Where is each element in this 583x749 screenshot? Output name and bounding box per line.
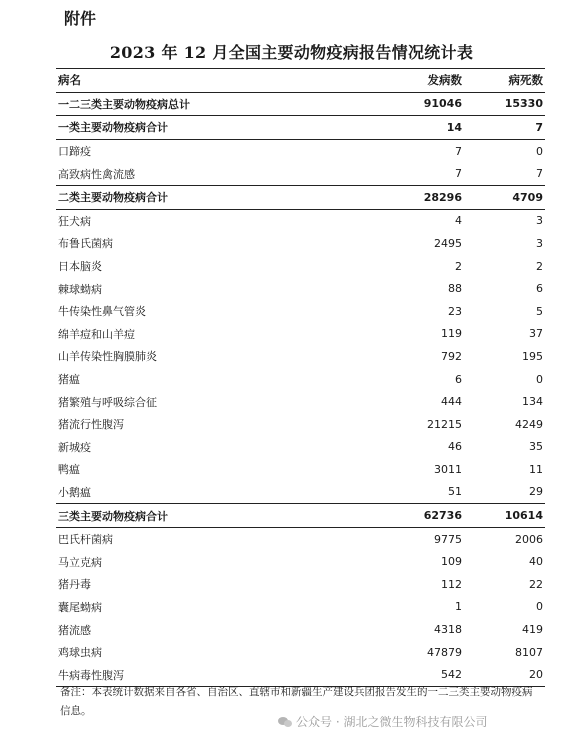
- cell-disease-name: 猪繁殖与呼吸综合征: [58, 395, 157, 409]
- cell-deaths: 2006: [515, 532, 543, 546]
- cell-disease-name: 猪瘟: [58, 373, 80, 387]
- cell-disease-name: 山羊传染性胸膜肺炎: [58, 350, 157, 364]
- attachment-label: 附件: [64, 9, 97, 28]
- cell-deaths: 40: [529, 555, 543, 569]
- table-row: [56, 436, 545, 459]
- cell-deaths: 195: [522, 349, 543, 363]
- table-body: [56, 92, 545, 686]
- cell-cases: 112: [441, 577, 462, 591]
- cell-disease-name: 三类主要动物疫病合计: [58, 509, 168, 523]
- cell-disease-name: 猪流感: [58, 623, 91, 637]
- cell-deaths: 37: [529, 327, 543, 341]
- cell-deaths: 35: [529, 440, 543, 454]
- cell-disease-name: 牛传染性鼻气管炎: [58, 305, 146, 319]
- footnote: 备注：本表统计数据来自各省、自治区、直辖市和新疆生产建设兵团报告发生的一二三类主要动物疫病信息。: [60, 686, 533, 717]
- cell-cases: 4318: [434, 623, 462, 637]
- cell-cases: 62736: [423, 509, 462, 523]
- cell-deaths: 6: [536, 282, 543, 296]
- table-row: [56, 458, 545, 481]
- table-row: [56, 641, 545, 664]
- cell-deaths: 134: [522, 395, 543, 409]
- watermark-text: 公众号 · 湖北之微生物科技有限公司: [296, 715, 488, 729]
- cell-disease-name: 牛病毒性腹泻: [58, 668, 124, 682]
- cell-deaths: 15330: [504, 97, 543, 111]
- cell-disease-name: 马立克病: [58, 555, 102, 569]
- cell-cases: 9775: [434, 532, 462, 546]
- cell-cases: 7: [455, 144, 462, 158]
- cell-cases: 2495: [434, 236, 462, 250]
- table-row: [56, 139, 545, 162]
- cell-deaths: 0: [536, 372, 543, 386]
- cell-deaths: 3: [536, 236, 543, 250]
- table-row: [56, 255, 545, 278]
- cell-disease-name: 囊尾蚴病: [58, 600, 102, 614]
- table-row: [56, 277, 545, 300]
- cell-disease-name: 日本脑炎: [58, 260, 102, 274]
- cell-cases: 23: [448, 304, 462, 318]
- table-header-row: [56, 69, 545, 93]
- table-total-row: [56, 185, 545, 209]
- cell-deaths: 7: [535, 120, 543, 134]
- cell-disease-name: 高致病性禽流感: [58, 167, 135, 181]
- cell-deaths: 0: [536, 600, 543, 614]
- table-row: [56, 618, 545, 641]
- cell-cases: 47879: [427, 645, 462, 659]
- table-row: [56, 481, 545, 504]
- cell-cases: 28296: [423, 190, 462, 204]
- table-total-row: [56, 504, 545, 528]
- table-total-row: [56, 116, 545, 140]
- cell-cases: 51: [448, 485, 462, 499]
- cell-cases: 46: [448, 440, 462, 454]
- cell-deaths: 4709: [512, 190, 543, 204]
- cell-disease-name: 鸭瘟: [58, 463, 80, 477]
- cell-disease-name: 二类主要动物疫病合计: [58, 191, 168, 205]
- table-row: [56, 232, 545, 255]
- cell-disease-name: 一类主要动物疫病合计: [58, 121, 168, 135]
- cell-disease-name: 绵羊痘和山羊痘: [58, 327, 135, 341]
- table-row: [56, 323, 545, 346]
- cell-cases: 109: [441, 555, 462, 569]
- table-row: [56, 162, 545, 185]
- cell-deaths: 5: [536, 304, 543, 318]
- cell-cases: 7: [455, 167, 462, 181]
- cell-disease-name: 口蹄疫: [58, 145, 91, 159]
- cell-deaths: 0: [536, 144, 543, 158]
- cell-deaths: 20: [529, 668, 543, 682]
- cell-cases: 119: [441, 327, 462, 341]
- cell-deaths: 8107: [515, 645, 543, 659]
- cell-deaths: 2: [536, 259, 543, 273]
- table-row: [56, 300, 545, 323]
- table-row: [56, 596, 545, 619]
- cell-deaths: 7: [536, 167, 543, 181]
- table-row: [56, 209, 545, 232]
- table-row: [56, 368, 545, 391]
- cell-cases: 1: [455, 600, 462, 614]
- header-deaths: 病死数: [508, 73, 543, 88]
- cell-disease-name: 小鹅瘟: [58, 485, 91, 499]
- header-disease-name: 病名: [58, 73, 81, 88]
- cell-disease-name: 布鲁氏菌病: [58, 237, 113, 251]
- cell-disease-name: 猪流行性腹泻: [58, 418, 124, 432]
- cell-deaths: 11: [529, 462, 543, 476]
- table-total-row: [56, 92, 545, 116]
- cell-deaths: 22: [529, 577, 543, 591]
- cell-deaths: 419: [522, 623, 543, 637]
- table-row: [56, 550, 545, 573]
- cell-cases: 6: [455, 372, 462, 386]
- cell-cases: 21215: [427, 417, 462, 431]
- watermark: [278, 713, 487, 730]
- cell-disease-name: 新城疫: [58, 440, 91, 454]
- table-row: [56, 345, 545, 368]
- cell-cases: 792: [441, 349, 462, 363]
- cell-deaths: 3: [536, 214, 543, 228]
- cell-cases: 91046: [423, 97, 462, 111]
- cell-disease-name: 猪丹毒: [58, 578, 91, 592]
- cell-disease-name: 一二三类主要动物疫病总计: [58, 97, 190, 111]
- table-row: [56, 527, 545, 550]
- cell-disease-name: 巴氏杆菌病: [58, 533, 113, 547]
- cell-disease-name: 棘球蚴病: [58, 282, 102, 296]
- cell-cases: 444: [441, 395, 462, 409]
- cell-cases: 14: [446, 120, 462, 134]
- table-row: [56, 390, 545, 413]
- cell-cases: 4: [455, 214, 462, 228]
- cell-disease-name: 狂犬病: [58, 214, 91, 228]
- table-row: [56, 573, 545, 596]
- cell-cases: 3011: [434, 462, 462, 476]
- cell-deaths: 10614: [504, 509, 543, 523]
- cell-cases: 542: [441, 668, 462, 682]
- disease-statistics-table: [56, 68, 545, 687]
- cell-disease-name: 鸡球虫病: [58, 646, 102, 660]
- page-title: 2023 年 12 月全国主要动物疫病报告情况统计表: [109, 43, 474, 62]
- cell-cases: 88: [448, 282, 462, 296]
- table-row: [56, 413, 545, 436]
- cell-deaths: 4249: [515, 417, 543, 431]
- cell-deaths: 29: [529, 485, 543, 499]
- wechat-icon: [278, 716, 292, 728]
- header-cases: 发病数: [427, 73, 462, 88]
- cell-cases: 2: [455, 259, 462, 273]
